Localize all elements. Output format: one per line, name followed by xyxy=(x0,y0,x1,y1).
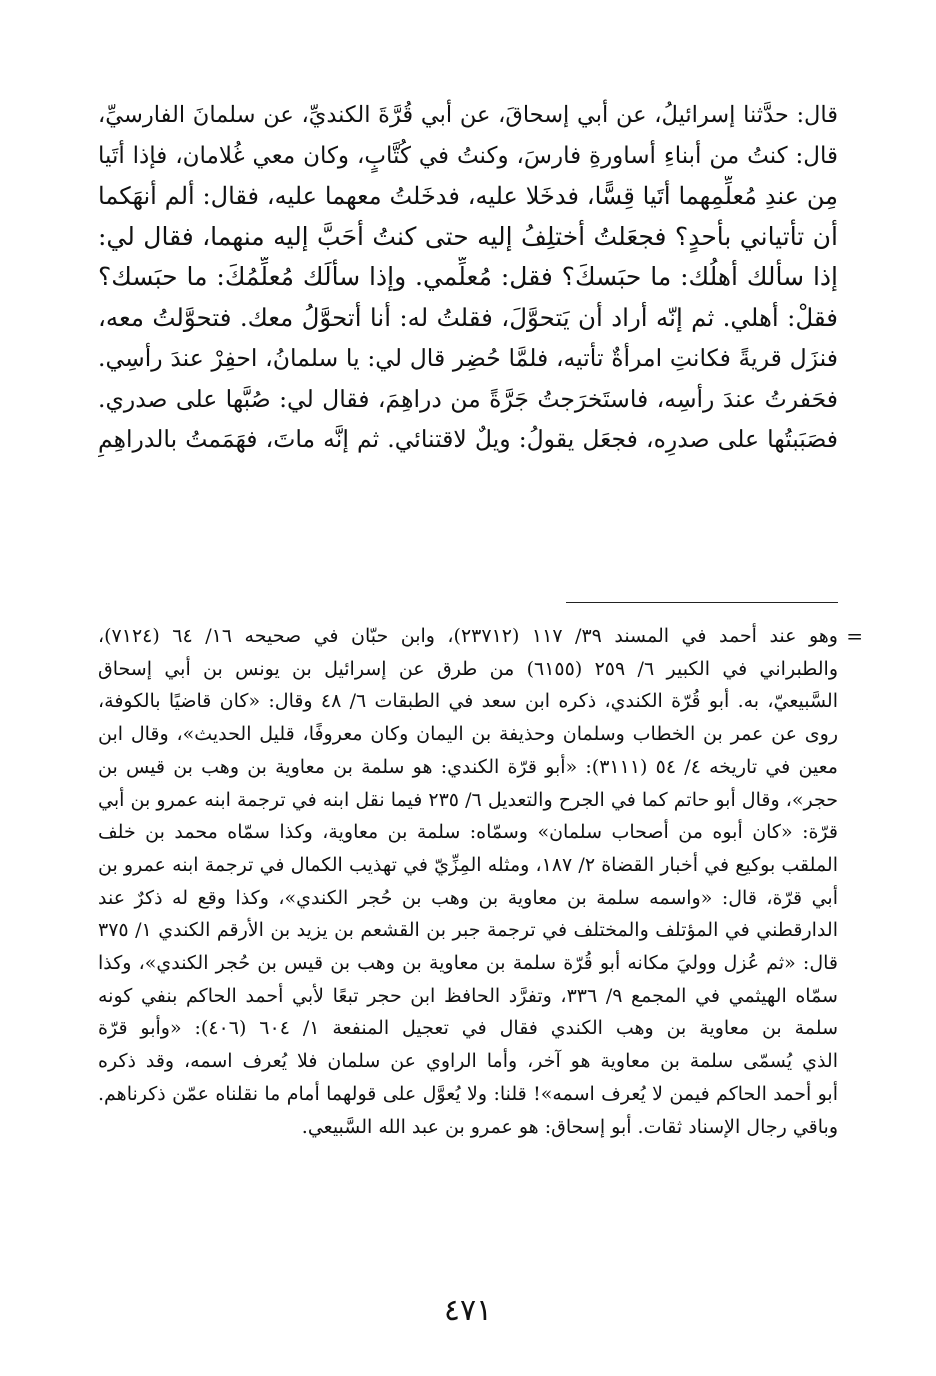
footnote-block xyxy=(98,620,863,1143)
footnote-line: والطبراني في الكبير ٦/ ٢٥٩ (٦١٥٥) من طرق عن إسرائيل بن يونس بن أبي إسحاق xyxy=(98,657,838,680)
main-text-line: فقلْ: أهلي. ثم إنّه أراد أن يَتحوَّلَ، فقلتُ له: أنا أتحوَّلُ معك. فتحوَّلتُ معه، xyxy=(98,302,838,332)
footnote-line: الملقب بوكيع في أخبار القضاة ٢/ ١٨٧، ومثله المِزِّيّ في تهذيب الكمال في ترجمة ابنه عمرو بن xyxy=(98,853,838,876)
footnote-line: قال: «ثم عُزل ووليَ مكانه أبو قُرّة سلمة بن معاوية بن وهب بن قيس بن حُجر الكندي»، وكذا xyxy=(98,952,838,975)
footnote-line: روى عن عمر بن الخطاب وسلمان وحذيفة بن اليمان وكان معروفًا، قليل الحديث»، وقال ابن xyxy=(98,723,838,746)
main-text-line: أن تأتياني بأحدٍ؟ فجعَلتُ أختلِفُ إليه حتى كنتُ أحَبَّ إليه منهما، فقال لي: xyxy=(98,221,838,251)
main-text-line: فصَبَبتُها على صدرِه، فجعَل يقولُ: ويلٌ لاقتنائي. ثم إنَّه ماتَ، فهَمَمتُ بالدراهِمِ xyxy=(98,425,838,453)
footnote-line: الذي يُسمّى سلمة بن معاوية هو آخر، وأما الراوي عن سلمان فلا يُعرف اسمه، وقد ذكره xyxy=(98,1050,838,1073)
footnote-line: السَّبيعيّ، به. أبو قُرّة الكندي، ذكره ابن سعد في الطبقات ٦/ ٤٨ وقال: «كان قاضيًا بالكوفة، xyxy=(98,690,838,713)
footnote-line: الدارقطني في المؤتلف والمختلف في ترجمة جبر بن القشعم بن يزيد بن الأرقم الكندي ١/ ٣٧٥ xyxy=(98,919,838,942)
footnote-line: أبو أحمد الحاكم فيمن لا يُعرف اسمه»! قلنا: ولا يُعوَّل على قولهما أمام ما نقلناه عمّن ذكرناهم. xyxy=(98,1082,838,1105)
page-number: ٤٧١ xyxy=(443,1293,493,1328)
main-text-line: قال: حدَّثنا إسرائيلُ، عن أبي إسحاقَ، عن أبي قُرَّةَ الكنديِّ، عن سلمانَ الفارسيِّ، xyxy=(98,102,838,128)
main-text-line: قال: كنتُ من أبناءِ أساورةِ فارسَ، وكنتُ في كُتَّابٍ، وكان معي غُلامان، فإذا أتَيا xyxy=(98,142,838,169)
footnote-line: قرّة: «كان أبوه من أصحاب سلمان» وسمّاه: سلمة بن معاوية، وكذا سمّاه محمد بن خلف xyxy=(98,821,838,844)
main-text-line: إذا سألك أهلُك: ما حبَسكَ؟ فقل: مُعلِّمي. وإذا سألَك مُعلِّمُكَ: ما حبَسك؟ xyxy=(98,262,838,291)
footnote-line: سلمة بن معاوية بن وهب الكندي فقال في تعجيل المنفعة ١/ ٦٠٤ (٤٠٦): «وأبو قرّة xyxy=(98,1017,838,1040)
main-text-block xyxy=(98,95,838,460)
footnote-line: وهو عند أحمد في المسند ٣٩/ ١١٧ (٢٣٧١٢)، وابن حبّان في صحيحه ١٦/ ٦٤ (٧١٢٤)، xyxy=(98,625,838,647)
footnote-line: معين في تاريخه ٤/ ٥٤ (٣١١١): «أبو قرّة الكندي: هو سلمة بن معاوية بن وهب بن قيس بن xyxy=(98,755,838,778)
main-text-line: فحَفرتُ عندَ رأسِه، فاستَخرَجتُ جَرَّةً من دراهِمَ، فقال لي: صُبَّها على صدري. xyxy=(98,384,838,413)
footnote-line: وباقي رجال الإسناد ثقات. أبو إسحاق: هو عمرو بن عبد الله السَّبيعي. xyxy=(301,1115,838,1138)
main-text-line: فنزَل قريةً فكانتِ امرأةٌ تأتيه، فلمَّا حُضِر قال لي: يا سلمانُ، احفِرْ عندَ رأسِي. xyxy=(98,344,838,372)
footnote-separator xyxy=(566,602,838,603)
footnote-line: أبي قرّة، قال: «واسمه سلمة بن معاوية بن وهب بن حُجر الكندي»، وكذا وقع له ذكرٌ عند xyxy=(98,886,838,909)
main-text-line: مِن عندِ مُعلِّمِهما أتَيا قِسًّا، فدخَلا عليه، فدخَلتُ معهما عليه، فقال: ألم أنهَكما xyxy=(98,182,838,210)
footnote-line: سمّاه الهيثمي في المجمع ٩/ ٣٣٦، وتفرَّد الحافظ ابن حجر تبعًا لأبي أحمد الحاكم بنفي كونه xyxy=(98,984,838,1007)
footnote-continuation-marker: = xyxy=(846,624,863,648)
footnote-line: حجر»، وقال أبو حاتم كما في الجرح والتعديل ٦/ ٢٣٥ فيما نقل ابنه في ترجمة ابنه عمرو بن أبي xyxy=(98,788,838,811)
